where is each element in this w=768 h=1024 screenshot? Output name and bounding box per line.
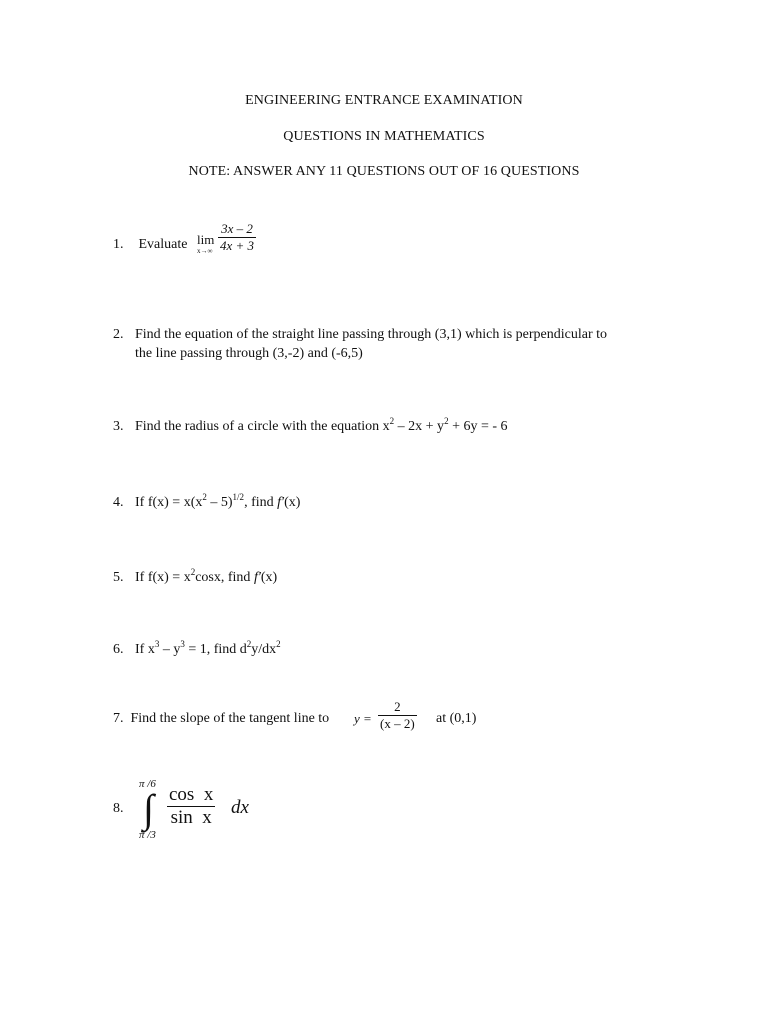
question-number: 3. — [113, 419, 124, 434]
question-text: (x) — [284, 495, 301, 510]
exponent: 1/2 — [232, 492, 245, 502]
fraction-numerator: 3x – 2 — [221, 221, 253, 236]
question-3 — [113, 417, 508, 436]
exam-note: NOTE: ANSWER ANY 11 QUESTIONS OUT OF 16 QUESTIONS — [188, 164, 580, 179]
question-text: If f(x) = x(x — [135, 495, 203, 510]
question-text: If f(x) = x — [135, 570, 191, 585]
question-text: , find — [244, 495, 278, 510]
question-4 — [113, 493, 300, 512]
question-text: = 1, find d — [184, 642, 247, 657]
question-number: 1. — [113, 237, 124, 252]
differential: dx — [231, 797, 249, 818]
q8-fraction — [167, 784, 215, 829]
fraction-denominator: (x – 2) — [380, 716, 415, 731]
question-number: 5. — [113, 570, 124, 585]
exponent: 2 — [202, 492, 207, 502]
point-text: at (0,1) — [436, 711, 477, 726]
q1-fraction — [218, 221, 256, 254]
question-text-line-1: Find the equation of the straight line passing through (3,1) which is perpendicular to — [135, 327, 608, 342]
exponent: 3 — [180, 639, 185, 649]
question-text: Evaluate — [138, 237, 188, 252]
fraction-denominator: sin x — [167, 806, 215, 829]
question-text-line-2: the line passing through (3,-2) and (-6,5) — [135, 346, 363, 361]
exponent: 2 — [276, 639, 281, 649]
exponent: 2 — [246, 639, 252, 649]
fraction-denominator: 4x + 3 — [220, 238, 255, 253]
limit-subscript: x→∞ — [197, 247, 213, 255]
question-number: 8. — [113, 801, 124, 816]
function-label: y = — [354, 711, 372, 726]
question-text: cosx, find — [195, 570, 254, 585]
question-text: – 2x + y — [394, 419, 445, 434]
question-text: Find the slope of the tangent line to — [130, 711, 330, 726]
question-1 — [113, 235, 187, 254]
exam-subtitle: QUESTIONS IN MATHEMATICS — [283, 129, 485, 144]
derivative-symbol: f′ — [253, 570, 261, 585]
derivative-symbol: f′ — [277, 495, 285, 510]
question-5 — [113, 568, 277, 587]
question-7 — [113, 711, 329, 727]
question-text: y/dx — [251, 642, 277, 657]
integral-symbol: ∫ — [143, 786, 154, 831]
question-number: 2. — [113, 327, 124, 342]
question-2 — [113, 325, 607, 363]
lower-limit: π /3 — [139, 829, 156, 841]
q7-fraction — [378, 699, 417, 732]
question-6 — [113, 640, 281, 659]
fraction-numerator: 2 — [394, 699, 401, 714]
exponent: 2 — [444, 416, 449, 426]
question-text: – y — [159, 642, 181, 657]
question-number: 6. — [113, 642, 124, 657]
exponent: 3 — [154, 639, 160, 649]
exponent: 2 — [389, 416, 395, 426]
exam-title: ENGINEERING ENTRANCE EXAMINATION — [245, 93, 523, 108]
question-number: 4. — [113, 495, 124, 510]
question-text: (x) — [260, 570, 278, 585]
upper-limit: π /6 — [139, 778, 156, 790]
fraction-numerator: cos x — [169, 784, 214, 805]
exponent: 2 — [190, 567, 196, 577]
question-number: 7. — [113, 711, 124, 726]
limit-label: lim — [197, 232, 215, 247]
question-text: + 6y = - 6 — [448, 419, 508, 434]
question-text: If x — [135, 642, 155, 657]
question-text: – 5) — [206, 495, 233, 510]
question-text: Find the radius of a circle with the equation x — [135, 419, 390, 434]
